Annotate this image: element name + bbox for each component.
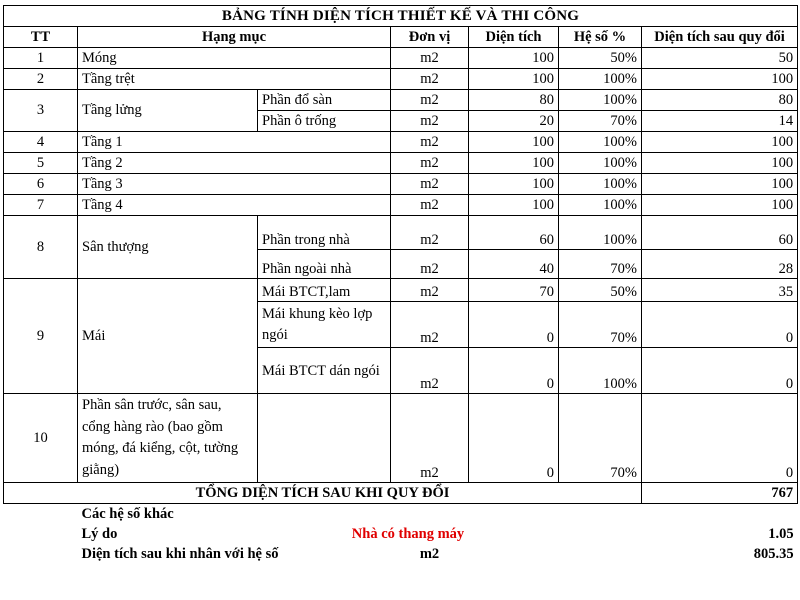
other-coef-label: Các hệ số khác [81,505,174,522]
final-value: 805.35 [753,545,794,562]
table-row [4,132,798,153]
row-item: Tầng 3 [78,174,391,195]
row-unit: m2 [391,69,469,90]
row-sub-item: Phần đổ sàn [258,90,391,111]
row-coef: 100% [559,132,642,153]
reason-label: Lý do [81,525,118,542]
row-unit: m2 [391,132,469,153]
row-coef: 70% [559,250,642,279]
row-result: 0 [642,348,798,394]
row-area: 100 [469,69,559,90]
reason-row [4,524,798,544]
row-result: 0 [642,302,798,348]
row-result: 100 [642,174,798,195]
row-coef: 70% [559,394,642,483]
row-sub-item: Phần ô trống [258,111,391,132]
row-sub-item-empty [258,394,391,483]
table-row [4,90,798,111]
header-result: Diện tích sau quy đổi [642,27,798,48]
row-unit: m2 [391,216,469,250]
row-result: 100 [642,153,798,174]
row-item: Móng [78,48,391,69]
table-row [4,69,798,90]
row-coef: 50% [559,48,642,69]
row-coef: 100% [559,90,642,111]
table-row [4,153,798,174]
reason-value: Nhà có thang máy [351,525,465,542]
row-unit: m2 [391,48,469,69]
row-area: 20 [469,111,559,132]
row-sub-item: Mái BTCT,lam [258,279,391,302]
row-coef: 100% [559,195,642,216]
row-tt: 10 [4,394,78,483]
row-area: 80 [469,90,559,111]
table-row [4,48,798,69]
row-area: 100 [469,195,559,216]
header-tt: TT [4,27,78,48]
row-result: 50 [642,48,798,69]
row-area: 0 [469,302,559,348]
row-coef: 100% [559,216,642,250]
row-item: Tầng 4 [78,195,391,216]
table-row [4,216,798,250]
row-item: Sân thượng [78,216,258,279]
row-tt: 6 [4,174,78,195]
row-result: 100 [642,132,798,153]
header-coef: Hệ số % [559,27,642,48]
row-result: 100 [642,195,798,216]
row-tt: 7 [4,195,78,216]
row-sub-item: Phần ngoài nhà [258,250,391,279]
row-area: 100 [469,153,559,174]
header-area: Diện tích [469,27,559,48]
row-area: 70 [469,279,559,302]
row-coef: 100% [559,174,642,195]
table-row [4,394,798,483]
row-item: Tầng lửng [78,90,258,132]
row-item: Mái [78,279,258,394]
row-tt: 5 [4,153,78,174]
row-unit: m2 [391,279,469,302]
header-item: Hạng mục [78,27,391,48]
row-unit: m2 [391,250,469,279]
row-area: 100 [469,174,559,195]
row-result: 0 [642,394,798,483]
row-area: 100 [469,132,559,153]
row-unit: m2 [391,90,469,111]
final-label: Diện tích sau khi nhân với hệ số [81,545,279,562]
row-item: Tầng trệt [78,69,391,90]
row-coef: 50% [559,279,642,302]
other-coef-row [4,504,798,525]
row-item: Tầng 1 [78,132,391,153]
row-sub-item: Mái BTCT dán ngói [258,348,391,394]
row-coef: 70% [559,302,642,348]
row-area: 40 [469,250,559,279]
row-tt: 1 [4,48,78,69]
row-item: Tầng 2 [78,153,391,174]
reason-coef: 1.05 [768,525,794,542]
row-result: 14 [642,111,798,132]
row-tt: 4 [4,132,78,153]
row-area: 0 [469,394,559,483]
row-sub-item: Phần trong nhà [258,216,391,250]
row-result: 100 [642,69,798,90]
table-row [4,279,798,302]
table-row [4,174,798,195]
row-coef: 100% [559,153,642,174]
row-coef: 70% [559,111,642,132]
row-tt: 9 [4,279,78,394]
row-coef: 100% [559,348,642,394]
row-unit: m2 [391,348,469,394]
table-row [4,195,798,216]
row-unit: m2 [391,394,469,483]
row-tt: 3 [4,90,78,132]
final-row [4,544,798,564]
row-area: 100 [469,48,559,69]
table-title: BẢNG TÍNH DIỆN TÍCH THIẾT KẾ VÀ THI CÔNG [4,6,798,27]
row-area: 60 [469,216,559,250]
row-result: 35 [642,279,798,302]
row-unit: m2 [391,302,469,348]
row-result: 28 [642,250,798,279]
row-unit: m2 [391,174,469,195]
row-unit: m2 [391,111,469,132]
row-result: 80 [642,90,798,111]
row-coef: 100% [559,69,642,90]
row-result: 60 [642,216,798,250]
total-row [4,483,798,504]
row-area: 0 [469,348,559,394]
row-unit: m2 [391,195,469,216]
row-sub-item: Mái khung kèo lợp ngói [258,302,391,348]
area-calculation-table [3,5,798,564]
header-unit: Đơn vị [391,27,469,48]
total-label: TỔNG DIỆN TÍCH SAU KHI QUY ĐỔI [4,483,642,504]
row-tt: 8 [4,216,78,279]
row-item: Phần sân trước, sân sau, cổng hàng rào (bao gồm móng, đá kiểng, cột, tường giằng) [78,394,258,483]
row-unit: m2 [391,153,469,174]
total-value: 767 [642,483,798,504]
row-tt: 2 [4,69,78,90]
final-unit: m2 [419,545,440,562]
